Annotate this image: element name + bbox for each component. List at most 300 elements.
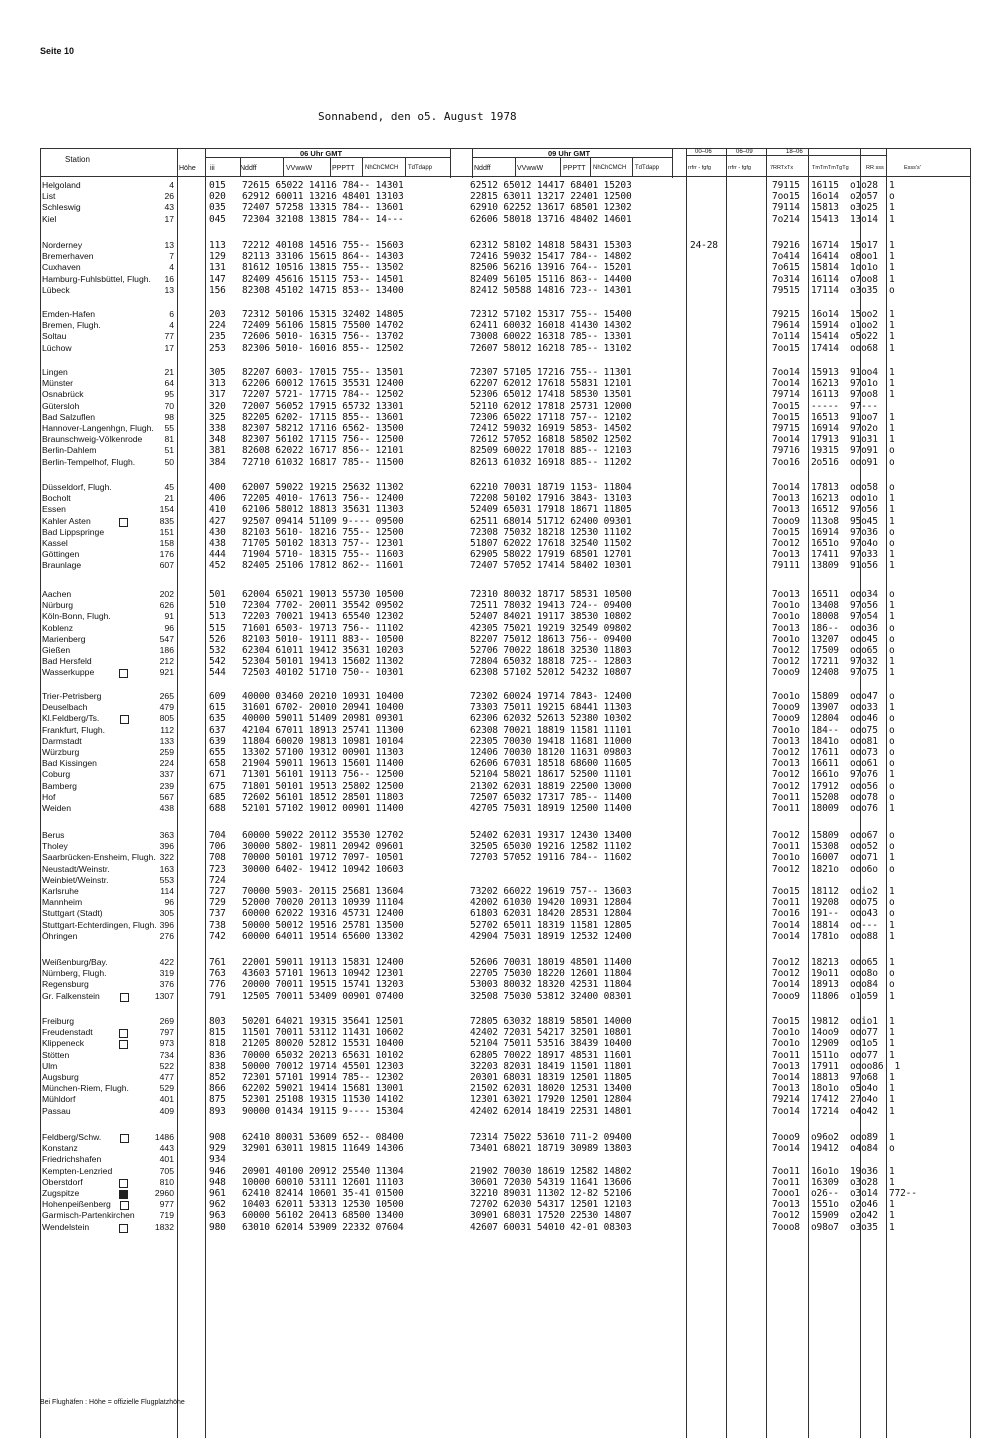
table-row xyxy=(0,1106,1000,1117)
extremes-summary: 7oo11 16309 o3o28 1 xyxy=(772,1176,895,1188)
obs-06-utc: 82113 33106 15615 864-- 14303 xyxy=(242,251,404,263)
station-name: Oberstdorf xyxy=(42,1176,83,1187)
station-elevation: 151 xyxy=(159,526,174,537)
station-id: 776 xyxy=(209,979,226,991)
table-row xyxy=(0,1210,1000,1221)
station-id: 763 xyxy=(209,968,226,980)
station-id: 542 xyxy=(209,656,226,668)
station-elevation: 337 xyxy=(159,769,174,780)
header-col-vvwww-09: VVwwW xyxy=(517,165,544,172)
obs-06-utc: 82207 6003- 17015 755-- 13501 xyxy=(242,367,404,378)
table-row xyxy=(0,434,1000,445)
station-name: Bad Kissingen xyxy=(42,758,97,769)
table-row xyxy=(0,852,1000,863)
station-id: 838 xyxy=(209,1060,226,1072)
station-name: Kiel xyxy=(42,213,57,224)
station-elevation: 21 xyxy=(164,367,174,377)
obs-06-utc: 31601 6702- 20010 20941 10400 xyxy=(242,702,404,714)
station-elevation: 376 xyxy=(159,979,174,990)
station-name: List xyxy=(42,191,56,202)
obs-09-utc: 22305 70030 19418 11681 11000 xyxy=(470,735,632,747)
station-name: Coburg xyxy=(42,769,71,780)
table-row xyxy=(0,1177,1000,1188)
station-id: 929 xyxy=(209,1143,226,1155)
extremes-summary: 7ooo9 11806 o1o59 1 xyxy=(772,990,895,1002)
obs-09-utc: 42705 75031 18919 12500 11400 xyxy=(470,803,632,814)
station-elevation: 43 xyxy=(164,202,174,213)
table-row xyxy=(0,1083,1000,1094)
obs-06-utc: 72615 65022 14116 784-- 14301 xyxy=(242,180,404,191)
obs-09-utc: 32203 82031 18419 11501 11801 xyxy=(470,1060,632,1072)
station-name: Feldberg/Schw. xyxy=(42,1132,102,1142)
obs-06-utc: 82409 45616 15115 753-- 14501 xyxy=(242,273,404,285)
table-row xyxy=(0,1132,1000,1143)
station-name: Freiburg xyxy=(42,1016,74,1026)
station-id: 818 xyxy=(209,1038,226,1050)
extremes-summary: 7ooo9 13907 ooo33 1 xyxy=(772,702,895,714)
obs-06-utc: 92507 09414 51109 9---- 09500 xyxy=(242,515,404,527)
station-name: Kassel xyxy=(42,538,68,548)
obs-09-utc: 72804 65032 18818 725-- 12803 xyxy=(470,656,632,668)
extremes-summary: 7o114 15414 o5o22 1 xyxy=(772,331,895,343)
table-row xyxy=(0,691,1000,702)
obs-09-utc: 72412 59032 16919 5853- 14502 xyxy=(470,423,632,434)
mountain-station-box-icon xyxy=(120,1201,129,1210)
extremes-summary: 7oo1o 13207 ooo45 o xyxy=(772,633,895,645)
obs-06-utc: 13302 57100 19312 00901 11303 xyxy=(242,747,404,758)
station-id: 020 xyxy=(209,191,226,203)
station-name: Würzburg xyxy=(42,747,80,757)
table-row xyxy=(0,920,1000,931)
station-id: 253 xyxy=(209,342,226,354)
extremes-summary: 7oo12 17611 ooo73 o xyxy=(772,747,895,758)
station-name: Öhringen xyxy=(42,930,78,941)
extremes-summary: 7ooo1 o26-- o3o14 772-- xyxy=(772,1188,917,1199)
station-elevation: 921 xyxy=(159,667,174,678)
table-row xyxy=(0,589,1000,600)
obs-09-utc: 72703 57052 19116 784-- 11602 xyxy=(470,852,632,864)
station-elevation: 422 xyxy=(159,957,174,967)
obs-06-utc: 60000 59022 20112 35530 12702 xyxy=(242,830,404,841)
obs-09-utc: 72208 50102 17916 3843- 13103 xyxy=(470,493,632,505)
table-row xyxy=(0,389,1000,400)
obs-06-utc: 52000 70020 20113 10939 11104 xyxy=(242,897,404,909)
station-id: 893 xyxy=(209,1105,226,1117)
obs-06-utc: 52304 50101 19413 15602 11302 xyxy=(242,656,404,668)
table-row xyxy=(0,702,1000,713)
obs-09-utc: 52706 70022 18618 32530 11803 xyxy=(470,645,632,656)
station-id: 410 xyxy=(209,504,226,516)
obs-06-utc: 72602 56101 18512 28501 11803 xyxy=(242,791,404,803)
station-name: Zugspitze xyxy=(42,1188,80,1198)
obs-06-utc: 82608 62022 16717 856-- 12101 xyxy=(242,445,404,457)
extremes-summary: 7oo14 17813 ooo58 o xyxy=(772,482,895,493)
obs-06-utc: 62106 58012 18813 35631 11303 xyxy=(242,504,404,516)
header-col-ppptt-09: PPPTT xyxy=(563,165,586,172)
table-row xyxy=(0,412,1000,423)
station-elevation: 479 xyxy=(159,702,174,713)
obs-09-utc: 52104 75011 53516 38439 10400 xyxy=(470,1038,632,1050)
mountain-station-box-icon xyxy=(119,1029,128,1038)
table-row xyxy=(0,423,1000,434)
station-elevation: 719 xyxy=(159,1210,174,1221)
mountain-station-box-icon xyxy=(120,1134,129,1143)
station-name: Bremerhaven xyxy=(42,251,94,262)
header-col-rr-00-06: rrfrr - fgfg xyxy=(688,165,711,171)
obs-09-utc: 30601 72030 54319 11641 13606 xyxy=(470,1176,632,1188)
table-row xyxy=(0,331,1000,342)
station-elevation: 797 xyxy=(159,1027,174,1038)
obs-06-utc: 12505 70011 53409 00901 07400 xyxy=(242,990,404,1002)
obs-06-utc: 72301 57101 19914 785-- 12302 xyxy=(242,1072,404,1083)
obs-09-utc: 62411 60032 16018 41430 14302 xyxy=(470,320,632,332)
station-name: Berus xyxy=(42,830,65,840)
obs-09-utc: 72612 57052 16818 58502 12502 xyxy=(470,434,632,446)
station-name: Weinbiet/Weinstr. xyxy=(42,874,109,885)
obs-09-utc: 72511 78032 19413 724-- 09400 xyxy=(470,600,632,612)
table-row xyxy=(0,1061,1000,1072)
station-name: Bremen, Flugh. xyxy=(42,320,101,331)
obs-09-utc: 53003 80032 18320 42531 11804 xyxy=(470,979,632,991)
table-row xyxy=(0,656,1000,667)
extremes-summary: 7oo14 18813 97o68 1 xyxy=(772,1072,895,1083)
station-elevation: 322 xyxy=(159,852,174,863)
header-station: Station xyxy=(65,155,90,164)
obs-09-utc: 52409 65031 17918 18671 11805 xyxy=(470,504,632,516)
station-name: Saarbrücken-Ensheim, Flugh. xyxy=(42,852,156,863)
obs-06-utc: 71705 50102 18313 757-- 12301 xyxy=(242,538,404,549)
obs-06-utc: 40000 03460 20210 10931 10400 xyxy=(242,691,404,702)
obs-09-utc: 72416 59032 15417 784-- 14802 xyxy=(470,251,632,263)
extremes-summary: 7oo14 17214 o4o42 1 xyxy=(772,1105,895,1117)
station-name: Tholey xyxy=(42,841,68,852)
obs-09-utc: 51807 62022 17618 32540 11502 xyxy=(470,538,632,549)
station-id: 400 xyxy=(209,482,226,493)
station-name: Stuttgart-Echterdingen, Flugh. xyxy=(42,919,157,930)
obs-06-utc: 82205 6202- 17115 855-- 13601 xyxy=(242,411,404,423)
station-name: Weiden xyxy=(42,803,71,813)
footnote: Bei Flughäfen : Höhe = offizielle Flugplatzhöhe xyxy=(40,1399,185,1406)
obs-09-utc: 72314 75022 53610 711-2 09400 xyxy=(470,1132,632,1143)
header-06-uhr-gmt: 06 Uhr GMT xyxy=(300,149,343,158)
obs-06-utc: 63010 62014 53909 22332 07604 xyxy=(242,1221,404,1233)
station-name: Gütersloh xyxy=(42,400,80,411)
extremes-summary: 7oo12 17211 97o32 1 xyxy=(772,656,895,668)
table-row xyxy=(0,781,1000,792)
station-name: Stötten xyxy=(42,1049,70,1060)
extremes-summary: 7oo16 191-- ooo43 o xyxy=(772,908,895,920)
table-row xyxy=(0,1143,1000,1154)
extremes-summary: 79614 15914 o1oo2 1 xyxy=(772,320,895,332)
extremes-summary: 7o414 16414 o8oo1 1 xyxy=(772,251,895,263)
header-col-nddff-06: Nddff xyxy=(240,165,257,172)
table-row xyxy=(0,1154,1000,1165)
station-name: Bamberg xyxy=(42,780,77,791)
table-row xyxy=(0,202,1000,213)
obs-09-utc: 72607 58012 16218 785-- 13102 xyxy=(470,342,632,354)
station-id: 501 xyxy=(209,589,226,600)
obs-09-utc: 61803 62031 18420 28531 12804 xyxy=(470,908,632,920)
table-row xyxy=(0,803,1000,814)
station-name: Soltau xyxy=(42,331,67,342)
table-row xyxy=(0,1027,1000,1038)
station-id: 675 xyxy=(209,780,226,792)
station-id: 129 xyxy=(209,251,226,263)
station-elevation: 96 xyxy=(164,622,174,633)
station-elevation: 2960 xyxy=(154,1188,174,1198)
extremes-summary: 7ooo9 12804 ooo46 o xyxy=(772,713,895,725)
header-06-09: 06–09 xyxy=(736,149,753,155)
station-id: 544 xyxy=(209,667,226,679)
obs-06-utc: 62202 59021 19414 15681 13001 xyxy=(242,1083,404,1095)
station-id: 427 xyxy=(209,515,226,527)
station-id: 430 xyxy=(209,526,226,538)
obs-06-utc: 70000 5903- 20115 25681 13604 xyxy=(242,886,404,897)
obs-06-utc: 72007 56052 17915 65732 13301 xyxy=(242,400,404,412)
station-name: Aachen xyxy=(42,589,72,599)
station-name: Freudenstadt xyxy=(42,1027,93,1038)
obs-09-utc: 32210 89031 11302 12-82 52106 xyxy=(470,1188,632,1199)
obs-06-utc: 20901 40100 20912 25540 11304 xyxy=(242,1165,404,1177)
station-name: Emden-Hafen xyxy=(42,309,96,319)
station-elevation: 212 xyxy=(159,656,174,667)
station-elevation: 265 xyxy=(159,691,174,701)
station-name: Bocholt xyxy=(42,493,71,504)
header-col-nddff-09: Nddff xyxy=(474,165,491,172)
extremes-summary: 79714 16113 97oo8 1 xyxy=(772,389,895,401)
station-id: 791 xyxy=(209,990,226,1002)
station-elevation: 202 xyxy=(159,589,174,599)
station-name: Berlin-Tempelhof, Flugh. xyxy=(42,456,136,467)
station-elevation: 224 xyxy=(159,758,174,769)
table-row xyxy=(0,549,1000,560)
obs-06-utc: 62410 82414 10601 35-41 01500 xyxy=(242,1188,404,1199)
obs-06-utc: 50000 70012 19714 45501 12303 xyxy=(242,1060,404,1072)
table-row xyxy=(0,725,1000,736)
extremes-summary: 7oo13 16213 ooo1o 1 xyxy=(772,493,895,505)
obs-06-utc: 30000 6402- 19412 10942 10603 xyxy=(242,863,404,875)
extremes-summary: 7ooo8 o98o7 o3o35 1 xyxy=(772,1221,895,1233)
station-elevation: 17 xyxy=(164,342,174,353)
table-row xyxy=(0,758,1000,769)
station-elevation: 158 xyxy=(159,538,174,548)
station-elevation: 477 xyxy=(159,1072,174,1082)
extremes-summary: 79715 16914 97o2o 1 xyxy=(772,423,895,434)
station-name: Lübeck xyxy=(42,284,70,295)
obs-09-utc: 82412 50588 14816 723-- 14301 xyxy=(470,284,632,296)
extremes-summary: 7oo11 18009 ooo76 1 xyxy=(772,803,895,814)
station-id: 962 xyxy=(209,1199,226,1211)
extremes-summary: 7oo13 1551o o2o46 1 xyxy=(772,1199,895,1211)
station-id: 320 xyxy=(209,400,226,412)
station-elevation: 259 xyxy=(159,747,174,757)
obs-09-utc: 62511 68014 51712 62400 09301 xyxy=(470,515,632,527)
station-id: 866 xyxy=(209,1083,226,1095)
station-elevation: 21 xyxy=(164,493,174,504)
header-col-tdtd-09: TdTdapp xyxy=(635,165,660,171)
station-id: 305 xyxy=(209,367,226,378)
station-id: 963 xyxy=(209,1210,226,1222)
extremes-summary: 7oo12 19o11 ooo8o o xyxy=(772,968,895,980)
extremes-summary: 7oo11 16o1o 19o36 1 xyxy=(772,1165,895,1177)
obs-06-utc: 40000 59011 51409 20981 09301 xyxy=(242,713,404,725)
station-elevation: 186 xyxy=(159,645,174,655)
table-row xyxy=(0,516,1000,527)
header-09-uhr-gmt: 09 Uhr GMT xyxy=(548,149,591,158)
obs-06-utc: 72407 57258 13315 784-- 13601 xyxy=(242,202,404,214)
obs-06-utc: 50201 64021 19315 35641 12501 xyxy=(242,1016,404,1027)
station-elevation: 443 xyxy=(159,1143,174,1154)
station-id: 515 xyxy=(209,622,226,634)
station-id: 510 xyxy=(209,600,226,612)
obs-06-utc: 82307 56102 17115 756-- 12500 xyxy=(242,434,404,446)
obs-06-utc: 82103 5610- 18216 755-- 12500 xyxy=(242,526,404,538)
obs-09-utc: 42305 75021 19219 32549 09802 xyxy=(470,622,632,634)
table-row xyxy=(0,713,1000,724)
station-id: 452 xyxy=(209,560,226,572)
table-row xyxy=(0,457,1000,468)
obs-09-utc: 42402 62014 18419 22531 14801 xyxy=(470,1105,632,1117)
table-row xyxy=(0,343,1000,354)
obs-06-utc: 72203 70021 19413 65540 12302 xyxy=(242,611,404,623)
station-elevation: 13 xyxy=(164,284,174,295)
table-row xyxy=(0,886,1000,897)
obs-06-utc: 62007 59022 19215 25632 11302 xyxy=(242,482,404,493)
station-elevation: 705 xyxy=(159,1165,174,1176)
obs-06-utc: 60000 62022 19316 45731 12400 xyxy=(242,908,404,920)
station-elevation: 973 xyxy=(159,1038,174,1049)
table-row xyxy=(0,1199,1000,1210)
table-row xyxy=(0,600,1000,611)
header-col-clouds-09: NhChCMCH xyxy=(593,165,627,171)
station-elevation: 363 xyxy=(159,830,174,840)
station-id: 406 xyxy=(209,493,226,505)
station-id: 317 xyxy=(209,389,226,401)
station-id: 738 xyxy=(209,919,226,931)
extremes-summary: 7oo16 2o516 ooo91 o xyxy=(772,456,895,468)
obs-09-utc: 21502 62031 18020 12531 13400 xyxy=(470,1083,632,1095)
station-name: Cuxhaven xyxy=(42,262,81,273)
station-name: Kempten-Lenzried xyxy=(42,1165,113,1176)
header-18-06: 18–06 xyxy=(786,149,803,155)
station-elevation: 13 xyxy=(164,240,174,250)
header-col-7rrtx: 7RRTxTx xyxy=(770,165,794,171)
extremes-summary: 7oo12 15909 o2o42 1 xyxy=(772,1210,895,1222)
table-row xyxy=(0,830,1000,841)
obs-06-utc: 82306 5010- 16016 855-- 12502 xyxy=(242,342,404,354)
extremes-summary: 7oo13 16511 ooo34 o xyxy=(772,589,895,600)
station-id: 704 xyxy=(209,830,226,841)
extremes-summary: 79111 13809 91o56 1 xyxy=(772,560,895,572)
station-name: Deuselbach xyxy=(42,702,88,713)
header-col-ppptt-06: PPPTT xyxy=(332,165,355,172)
table-row xyxy=(0,320,1000,331)
obs-09-utc: 82207 75012 18613 756-- 09400 xyxy=(470,633,632,645)
station-elevation: 98 xyxy=(164,411,174,422)
station-elevation: 553 xyxy=(159,874,174,885)
extremes-summary: 7oo14 1781o ooo88 1 xyxy=(772,930,895,942)
table-row xyxy=(0,957,1000,968)
obs-09-utc: 30901 68031 17520 22530 14807 xyxy=(470,1210,632,1222)
station-elevation: 835 xyxy=(159,515,174,526)
obs-09-utc: 72805 63032 18819 58501 14000 xyxy=(470,1016,632,1027)
table-row xyxy=(0,251,1000,262)
station-elevation: 977 xyxy=(159,1199,174,1210)
table-row xyxy=(0,214,1000,225)
mountain-station-box-icon xyxy=(120,715,129,724)
station-id: 156 xyxy=(209,284,226,296)
station-elevation: 51 xyxy=(164,445,174,456)
station-id: 852 xyxy=(209,1072,226,1083)
extremes-summary: 7oo1o 14oo9 ooo77 1 xyxy=(772,1027,895,1039)
station-name: Koblenz xyxy=(42,622,74,633)
station-id: 658 xyxy=(209,758,226,770)
station-name: Darmstadt xyxy=(42,735,82,746)
obs-09-utc: 42402 72031 54217 32501 10801 xyxy=(470,1027,632,1039)
extremes-summary: 7oo13 18o1o o5o4o 1 xyxy=(772,1083,895,1095)
obs-09-utc: 62910 62252 13617 68501 12302 xyxy=(470,202,632,214)
obs-09-utc: 62512 65012 14417 68401 15203 xyxy=(470,180,632,191)
date-title: Sonnabend, den o5. August 1978 xyxy=(318,110,517,123)
station-name: Lüchow xyxy=(42,342,72,353)
station-id: 803 xyxy=(209,1016,226,1027)
station-name: Frankfurt, Flugh. xyxy=(42,724,106,735)
extremes-summary: 7oo12 15809 ooo67 o xyxy=(772,830,895,841)
table-row xyxy=(0,736,1000,747)
station-id: 338 xyxy=(209,423,226,434)
station-id: 934 xyxy=(209,1154,226,1166)
table-row xyxy=(0,527,1000,538)
station-name: Augsburg xyxy=(42,1072,79,1082)
obs-09-utc: 20301 68031 18319 12501 11805 xyxy=(470,1072,632,1083)
obs-09-utc: 52402 62031 19317 12430 13400 xyxy=(470,830,632,841)
station-name: Wendelstein xyxy=(42,1221,90,1232)
obs-06-utc: 11804 60020 19813 10981 10104 xyxy=(242,735,404,747)
obs-09-utc: 12406 70030 18120 11631 09803 xyxy=(470,747,632,758)
station-name: Ulm xyxy=(42,1060,58,1071)
table-row xyxy=(0,191,1000,202)
header-col-esss: Esss's' xyxy=(904,165,921,171)
obs-06-utc: 71904 5710- 18315 755-- 11603 xyxy=(242,549,404,561)
table-row xyxy=(0,1050,1000,1061)
station-name: Hamburg-Fuhlsbüttel, Flugh. xyxy=(42,273,151,284)
obs-06-utc: 82405 25106 17812 862-- 11601 xyxy=(242,560,404,572)
table-row xyxy=(0,482,1000,493)
obs-09-utc: 82409 56105 15116 863-- 14400 xyxy=(470,273,632,285)
table-row xyxy=(0,262,1000,273)
extremes-summary: 7oo12 17509 ooo65 o xyxy=(772,645,895,656)
mountain-station-box-icon xyxy=(119,1179,128,1188)
station-id: 737 xyxy=(209,908,226,920)
header-col-clouds-06: NhChCMCH xyxy=(365,165,399,171)
obs-06-utc: 72409 56106 15815 75500 14702 xyxy=(242,320,404,332)
table-row xyxy=(0,1038,1000,1049)
obs-06-utc: 71301 56101 19113 756-- 12500 xyxy=(242,769,404,781)
extremes-summary: 79115 16115 o1o28 1 xyxy=(772,180,895,191)
station-elevation: 319 xyxy=(159,968,174,979)
station-elevation: 438 xyxy=(159,803,174,813)
station-name: Helgoland xyxy=(42,180,81,190)
station-elevation: 4 xyxy=(169,262,174,273)
station-elevation: 626 xyxy=(159,600,174,611)
obs-06-utc: 21205 80020 52812 15531 10400 xyxy=(242,1038,404,1050)
station-id: 513 xyxy=(209,611,226,623)
obs-06-utc: 72212 40108 14516 755-- 15603 xyxy=(242,240,404,251)
table-row xyxy=(0,968,1000,979)
station-id: 729 xyxy=(209,897,226,909)
station-id: 639 xyxy=(209,735,226,747)
station-elevation: 396 xyxy=(159,919,174,930)
